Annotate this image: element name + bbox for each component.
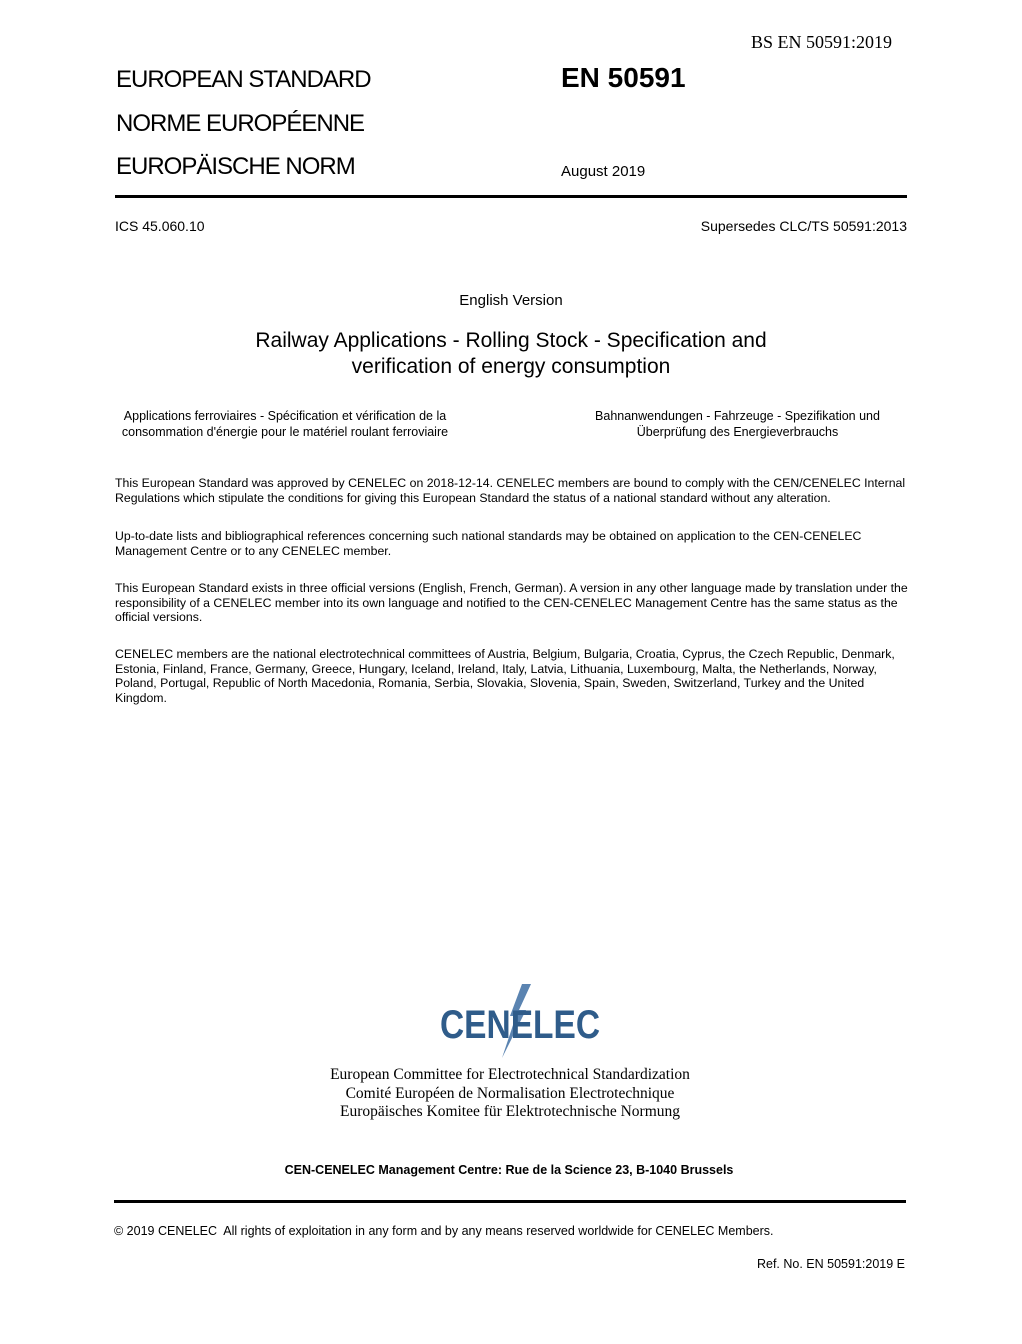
standard-title-en: EUROPEAN STANDARD (116, 66, 371, 93)
organization-name-fr: Comité Européen de Normalisation Electrotechnique (345, 1084, 675, 1102)
publication-date: August 2019 (561, 163, 646, 180)
language-version: English Version (459, 292, 563, 309)
references-paragraph: Up-to-date lists and bibliographical references concerning such national standards may be obtained on application to the CEN-CENELEC Management Centre or to any CENELEC member. (115, 529, 862, 558)
ics-code: ICS 45.060.10 (115, 218, 205, 234)
german-title-line-2: Überprüfung des Energieverbrauchs (636, 425, 839, 439)
document-title-line-2: verification of energy consumption (351, 355, 671, 378)
french-title (100, 408, 470, 440)
approval-paragraph: This European Standard was approved by CENELEC on 2018-12-14. CENELEC members are bound to comply with the CEN/CENELEC Internal Regulations which stipulate the conditions for giving this European Standard the status of a national standard without any alteration. (115, 476, 906, 505)
document-title-line-1: Railway Applications - Rolling Stock - Specification and (255, 329, 767, 352)
management-centre-address: CEN-CENELEC Management Centre: Rue de la Science 23, B-1040 Brussels (284, 1163, 734, 1177)
copyright-notice: © 2019 CENELEC All rights of exploitation in any form and by any means reserved worldwide for CENELEC Members. (114, 1224, 774, 1238)
german-title (560, 408, 915, 440)
cenelec-logo (430, 980, 610, 1060)
members-paragraph: CENELEC members are the national electrotechnical committees of Austria, Belgium, Bulgaria, Croatia, Cyprus, the Czech Republic, Denmark, Estonia, Finland, France, Germany, Greece, Hungary, Iceland, Ireland, Italy, Latvia, Lithuania, Luxembourg, Malta, the Netherlands, Norway, Poland, Portugal, Republic of North Macedonia, Romania, Serbia, Slovakia, Slovenia, Spain, Sweden, Switzerland, Turkey and the United Kingdom. (115, 647, 895, 705)
bottom-divider (114, 1200, 906, 1203)
cenelec-logo-text: CENELEC (440, 1003, 600, 1047)
organization-name-en: European Committee for Electrotechnical Standardization (330, 1066, 690, 1083)
supersedes-note: Supersedes CLC/TS 50591:2013 (700, 218, 907, 234)
standard-number: EN 50591 (561, 62, 686, 93)
top-divider (115, 195, 907, 198)
french-title-line-1: Applications ferroviaires - Spécification et vérification de la (123, 409, 447, 423)
organization-names (260, 1066, 760, 1122)
reference-number: Ref. No. EN 50591:2019 E (756, 1257, 905, 1271)
header-document-id: BS EN 50591:2019 (750, 32, 892, 52)
organization-name-de: Europäisches Komitee für Elektrotechnische Normung (339, 1103, 681, 1121)
standard-title-de: EUROPÄISCHE NORM (116, 153, 355, 180)
french-title-line-2: consommation d'énergie pour le matériel roulant ferroviaire (121, 425, 449, 439)
german-title-line-1: Bahnanwendungen - Fahrzeuge - Spezifikation und (595, 409, 880, 423)
document-title (211, 328, 811, 380)
versions-paragraph: This European Standard exists in three official versions (English, French, German). A version in any other language made by translation under the responsibility of a CENELEC member into its own language and notified to the CEN-CENELEC Management Centre has the same status as the official versions. (115, 581, 908, 625)
standard-title-fr: NORME EUROPÉENNE (116, 110, 365, 137)
